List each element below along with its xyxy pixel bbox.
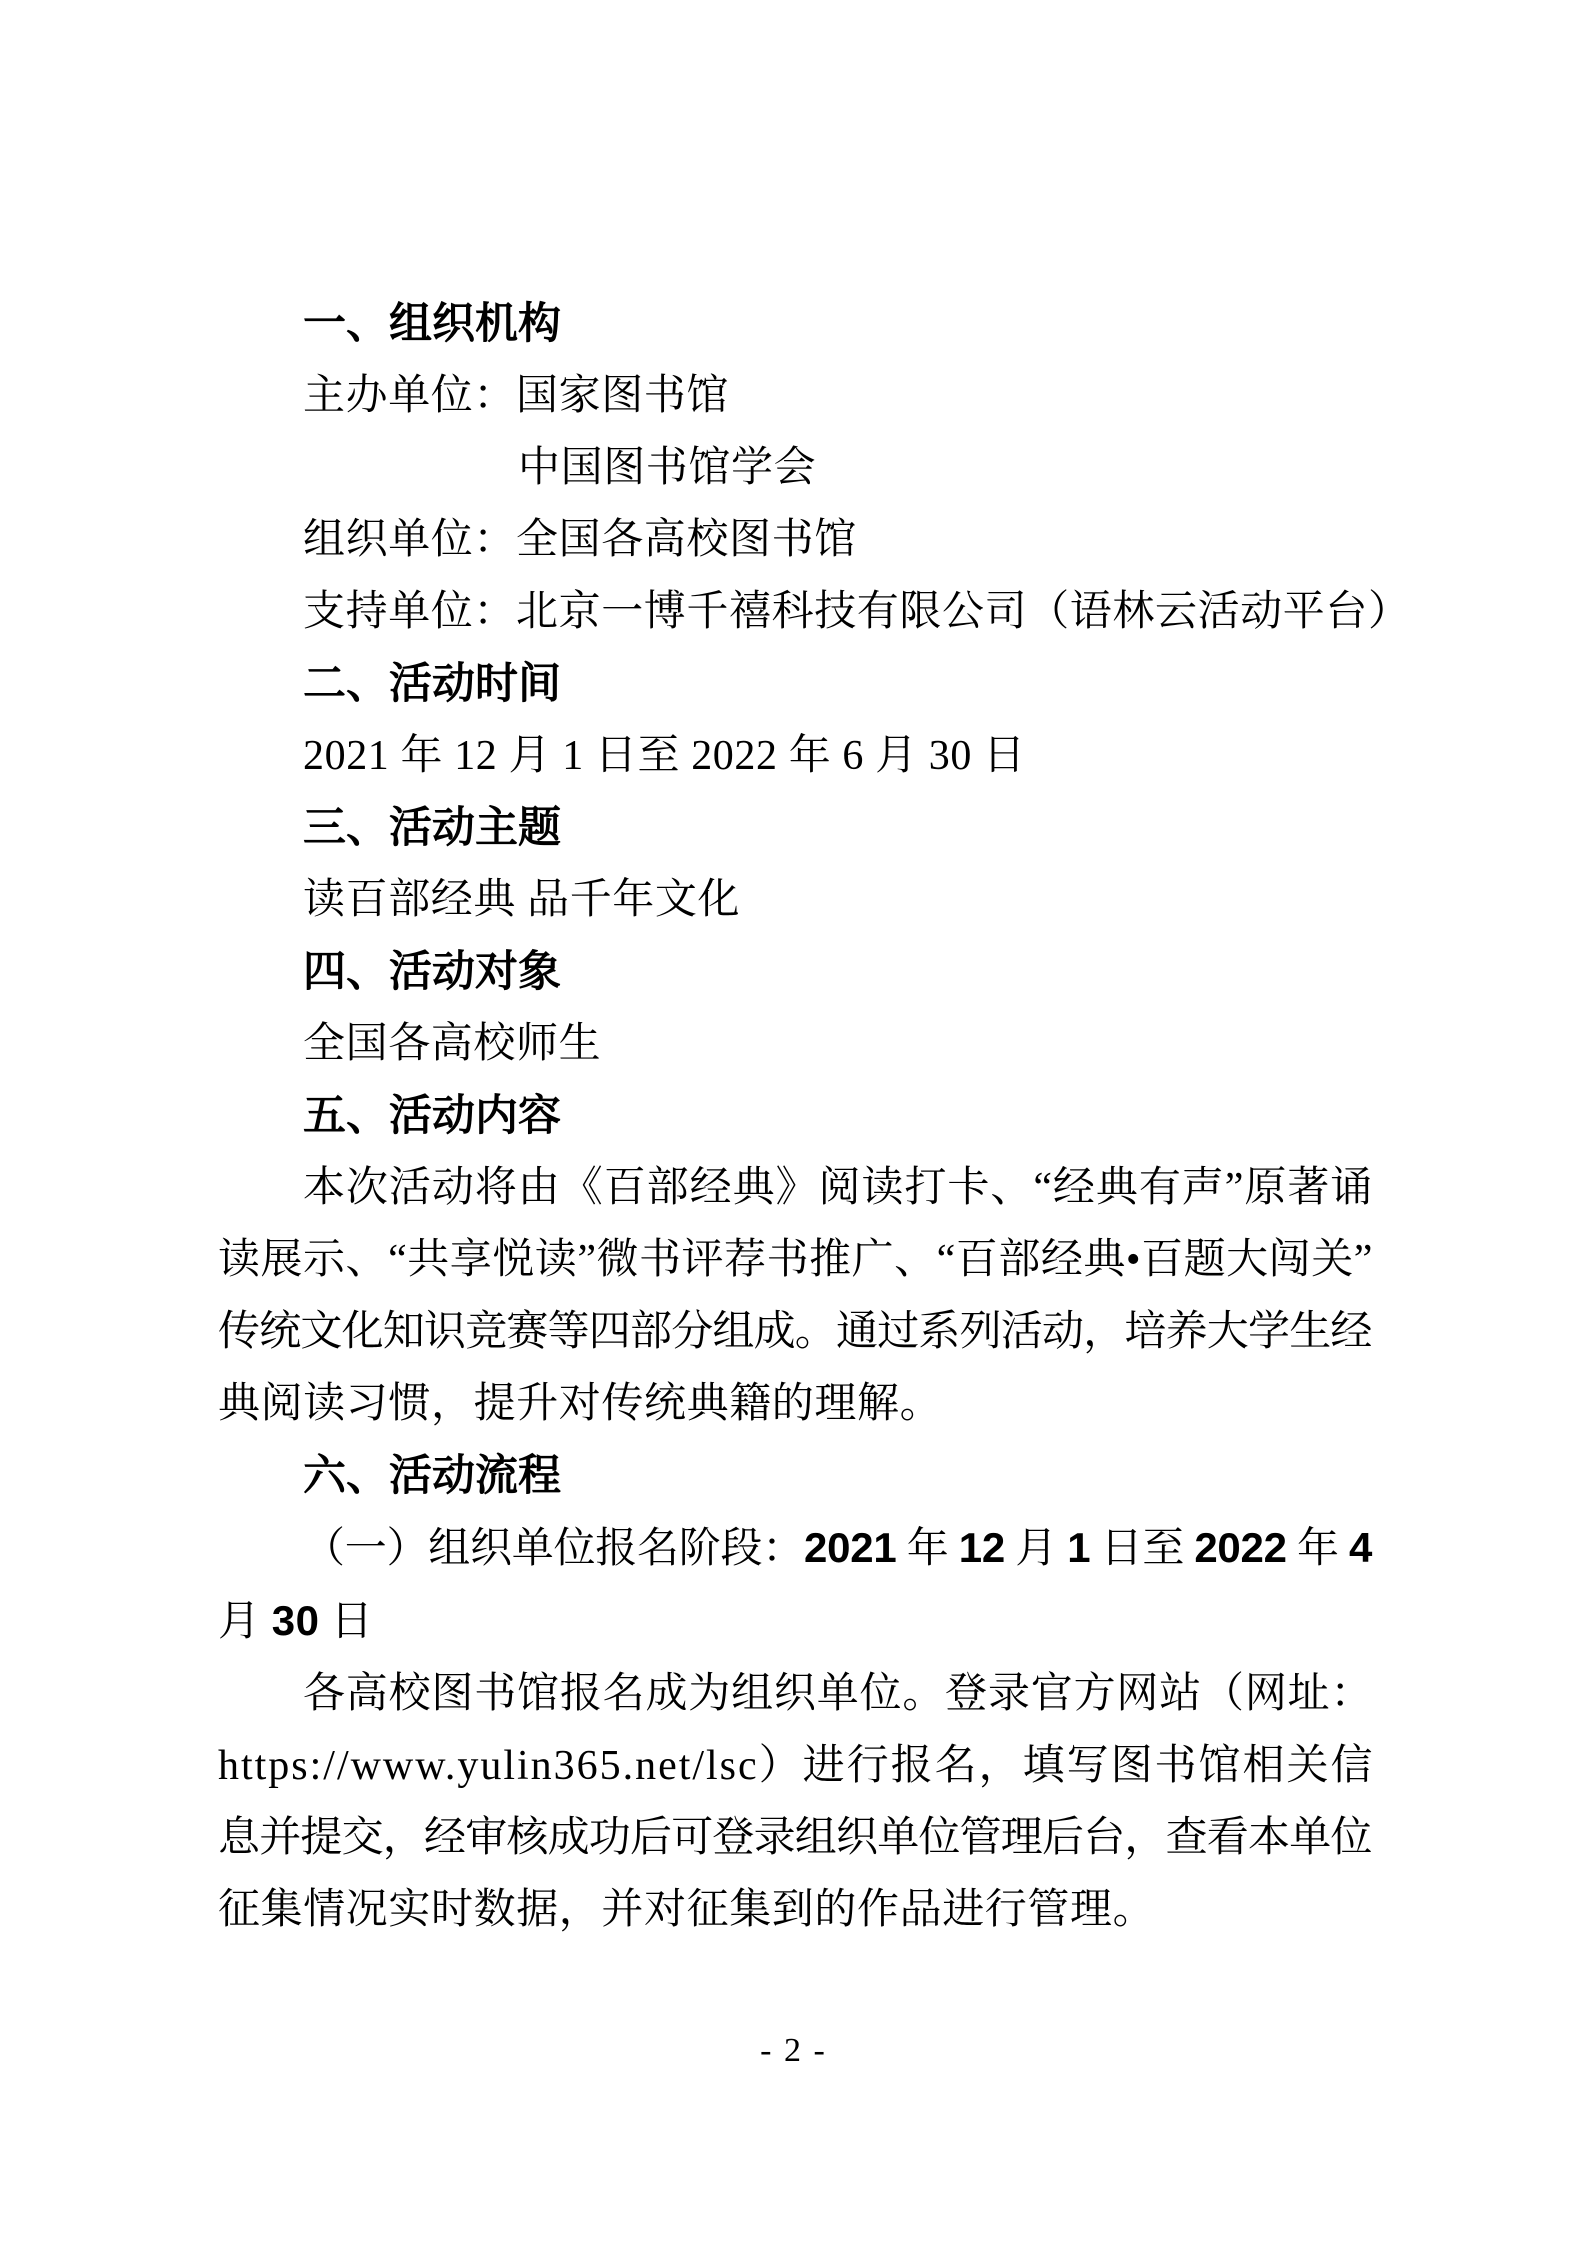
- text-line: [218, 576, 1411, 648]
- text-run: 全国各高校师生: [303, 1021, 602, 1067]
- text-run: 日: [319, 1599, 374, 1645]
- text-run: 六、活动流程: [303, 1452, 561, 1500]
- bold-number: 1: [1067, 1524, 1091, 1571]
- bold-number: 30: [271, 1597, 320, 1644]
- text-run: 年: [896, 1526, 959, 1572]
- text-line: [218, 1152, 1373, 1224]
- text-line: [218, 1368, 1373, 1440]
- text-run: （一）组织单位报名阶段：: [303, 1526, 805, 1572]
- text-run: 支持单位：北京一博千禧科技有限公司（语林云活动平台）: [303, 589, 1411, 635]
- text-run: 月: [1004, 1526, 1068, 1572]
- text-run: https://www.yulin365.net/lsc）进行报名，填写图书馆相关信: [218, 1743, 1375, 1789]
- text-run: 主办单位：国家图书馆: [303, 373, 730, 419]
- section-heading: [218, 1440, 1373, 1512]
- section-heading: [218, 792, 1373, 864]
- text-line: [218, 432, 1373, 504]
- section-heading: [218, 1080, 1373, 1152]
- text-run: 读百部经典 品千年文化: [303, 877, 741, 923]
- bold-number: 4: [1349, 1524, 1373, 1571]
- text-run: 本次活动将由《百部经典》阅读打卡、“经典有声”原著诵: [303, 1165, 1374, 1211]
- text-run: 年: [1286, 1526, 1350, 1572]
- bold-number: 2021: [804, 1524, 897, 1571]
- text-line: [218, 1585, 1373, 1658]
- section-heading: [218, 936, 1373, 1008]
- section-heading: [218, 648, 1373, 720]
- text-run: 读展示、“共享悦读”微书评荐书推广、“百部经典•百题大闯关”: [218, 1237, 1373, 1283]
- text-run: [218, 1599, 373, 1645]
- text-line: [218, 1512, 1373, 1585]
- text-run: 月: [218, 1599, 272, 1645]
- text-line: [218, 504, 1373, 576]
- text-line: [218, 1224, 1373, 1296]
- text-run: 二、活动时间: [303, 660, 561, 708]
- text-line: [218, 720, 1373, 792]
- text-line: [218, 1730, 1373, 1802]
- text-run: 典阅读习惯，提升对传统典籍的理解。: [218, 1381, 943, 1427]
- text-run: 各高校图书馆报名成为组织单位。登录官方网站（网址：: [303, 1671, 1374, 1717]
- text-run: 征集情况实时数据，并对征集到的作品进行管理。: [218, 1887, 1156, 1933]
- text-run: 中国图书馆学会: [518, 445, 817, 491]
- text-line: [218, 1802, 1373, 1874]
- text-line: [218, 864, 1373, 936]
- page-number: - 2 -: [760, 2032, 827, 2069]
- text-line: [218, 1874, 1373, 1946]
- document-body: [218, 288, 1411, 1946]
- text-run: 四、活动对象: [303, 948, 561, 996]
- text-run: 传统文化知识竞赛等四部分组成。通过系列活动，培养大学生经: [218, 1309, 1372, 1355]
- text-line: [218, 1658, 1373, 1730]
- text-line: [218, 1296, 1373, 1368]
- bold-number: 2022: [1194, 1524, 1287, 1571]
- text-run: 日至: [1090, 1526, 1195, 1572]
- text-run: [303, 1526, 1372, 1572]
- text-line: [218, 1008, 1373, 1080]
- bold-number: 12: [958, 1524, 1005, 1571]
- text-line: [218, 360, 1373, 432]
- text-run: 三、活动主题: [303, 804, 561, 852]
- text-run: 一、组织机构: [303, 300, 561, 348]
- text-run: 五、活动内容: [303, 1092, 561, 1140]
- text-run: 组织单位：全国各高校图书馆: [303, 517, 857, 563]
- text-run: 息并提交，经审核成功后可登录组织单位管理后台，查看本单位: [218, 1815, 1372, 1861]
- text-run: 2021 年 12 月 1 日至 2022 年 6 月 30 日: [303, 733, 1026, 779]
- section-heading: [218, 288, 1373, 360]
